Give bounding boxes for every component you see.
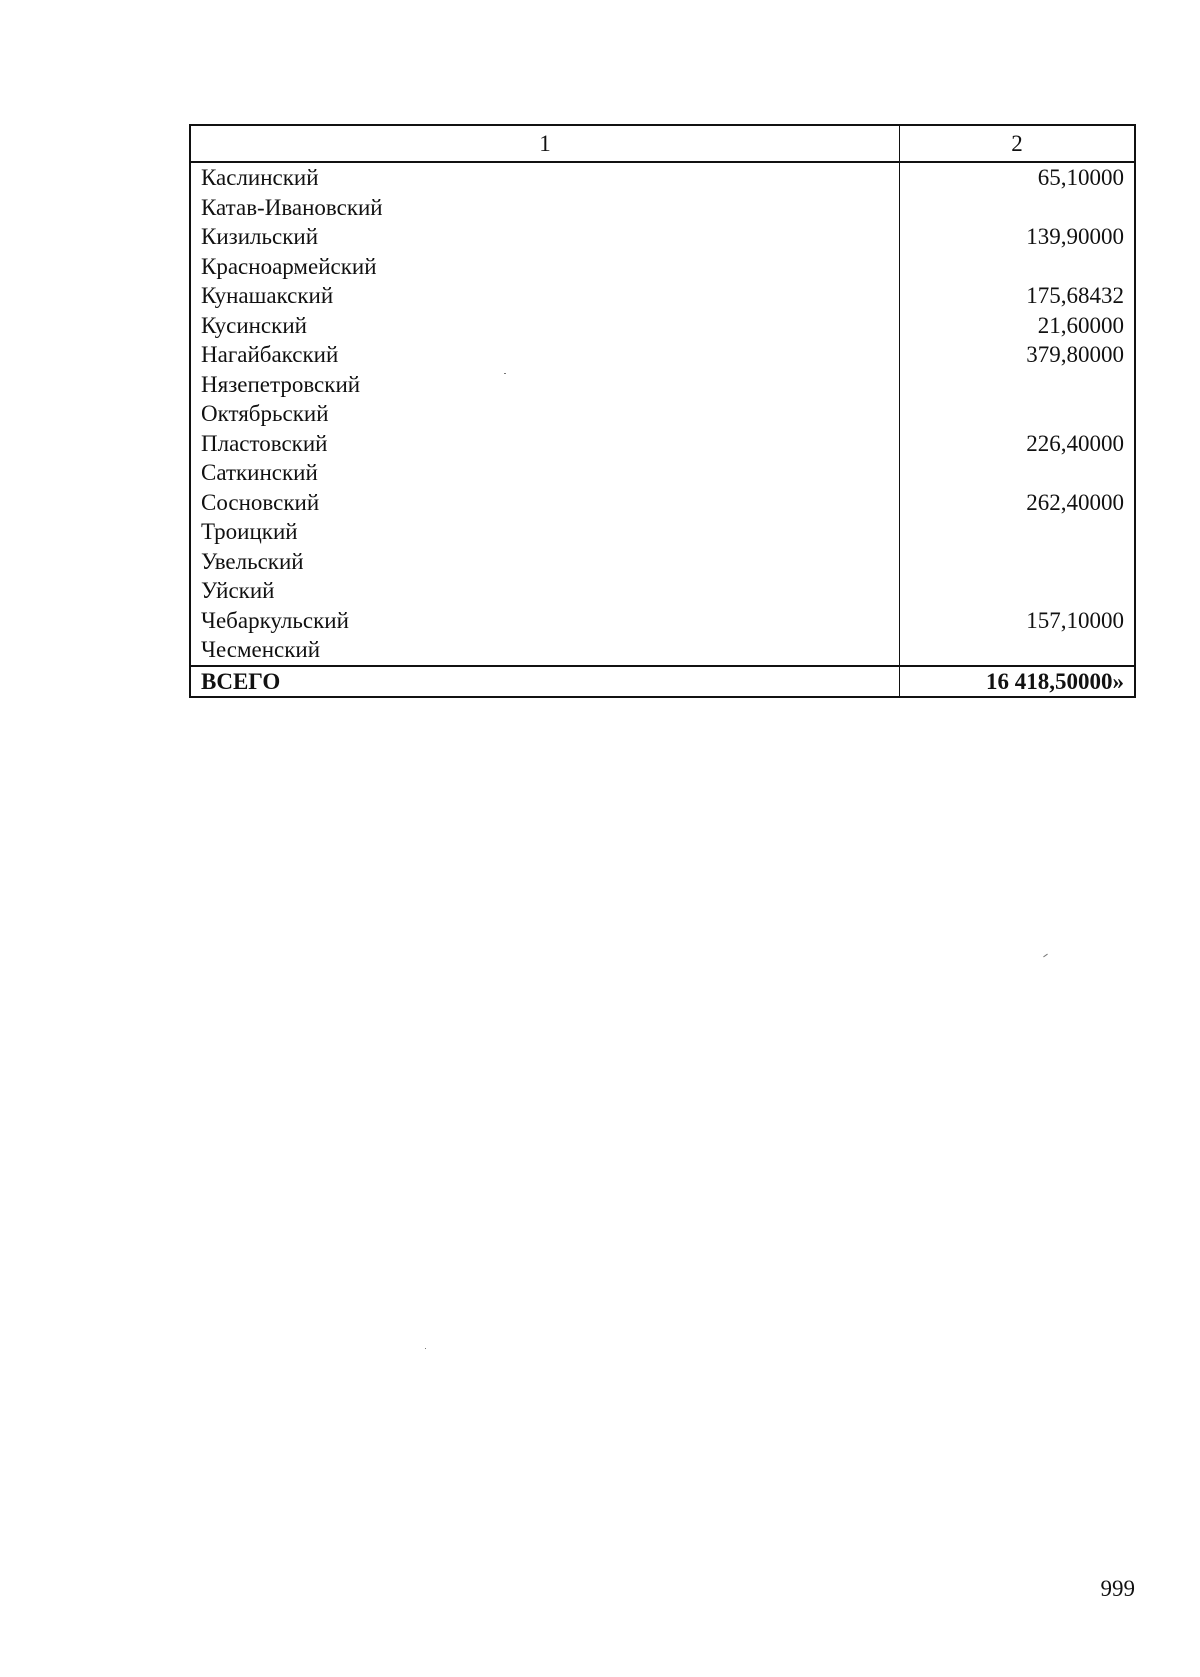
district-value <box>900 193 1136 223</box>
total-value: 16 418,50000» <box>900 666 1136 697</box>
table-row <box>190 370 1135 400</box>
table-row <box>190 429 1135 459</box>
table-row <box>190 222 1135 252</box>
table-row <box>190 458 1135 488</box>
district-value <box>900 252 1136 282</box>
district-value <box>900 576 1136 606</box>
district-value: 226,40000 <box>1026 430 1124 456</box>
allocation-table <box>189 124 1136 698</box>
table-row <box>190 162 1135 193</box>
district-name: Увельский <box>190 547 900 577</box>
table-row <box>190 193 1135 223</box>
district-value: 157,10000 <box>1026 607 1124 633</box>
district-value <box>900 517 1136 547</box>
table-row <box>190 252 1135 282</box>
total-label: ВСЕГО <box>190 666 900 697</box>
total-row <box>190 666 1135 697</box>
district-value <box>900 370 1136 400</box>
header-row <box>190 125 1135 162</box>
district-value <box>900 635 1136 666</box>
table-row <box>190 311 1135 341</box>
district-name: Катав-Ивановский <box>190 193 900 223</box>
district-value: 379,80000 <box>1026 342 1124 368</box>
district-value <box>900 458 1136 488</box>
district-name: Кунашакский <box>190 281 900 311</box>
district-name: Каслинский <box>190 162 900 193</box>
district-value <box>900 399 1136 429</box>
scan-speck <box>425 1348 426 1349</box>
table-row <box>190 576 1135 606</box>
district-name: Красноармейский <box>190 252 900 282</box>
district-value: 139,90000 <box>1026 224 1124 250</box>
district-value: 175,68432 <box>1026 283 1124 309</box>
table-row <box>190 547 1135 577</box>
district-name: Октябрьский <box>190 399 900 429</box>
district-name: Кизильский <box>190 222 900 252</box>
district-value: 65,10000 <box>1037 165 1124 191</box>
table-row <box>190 606 1135 636</box>
column-header-1: 1 <box>190 125 900 162</box>
scan-speck <box>1043 954 1048 958</box>
page-number: 999 <box>1100 1576 1135 1601</box>
table-row <box>190 340 1135 370</box>
district-name: Нагайбакский <box>190 340 900 370</box>
district-name: Троицкий <box>190 517 900 547</box>
district-value: 21,60000 <box>1037 312 1124 338</box>
table-row <box>190 399 1135 429</box>
table-row <box>190 281 1135 311</box>
table-row <box>190 635 1135 666</box>
district-value <box>900 547 1136 577</box>
table-row <box>190 517 1135 547</box>
district-name: Саткинский <box>190 458 900 488</box>
district-name: Чебаркульский <box>190 606 900 636</box>
district-value: 262,40000 <box>1026 489 1124 515</box>
district-name: Нязепетровский <box>190 370 900 400</box>
table-row <box>190 488 1135 518</box>
district-name: Кусинский <box>190 311 900 341</box>
district-name: Сосновский <box>190 488 900 518</box>
district-name: Уйский <box>190 576 900 606</box>
district-name: Чесменский <box>190 635 900 666</box>
district-name: Пластовский <box>190 429 900 459</box>
column-header-2: 2 <box>900 125 1136 162</box>
scan-speck <box>504 373 506 374</box>
